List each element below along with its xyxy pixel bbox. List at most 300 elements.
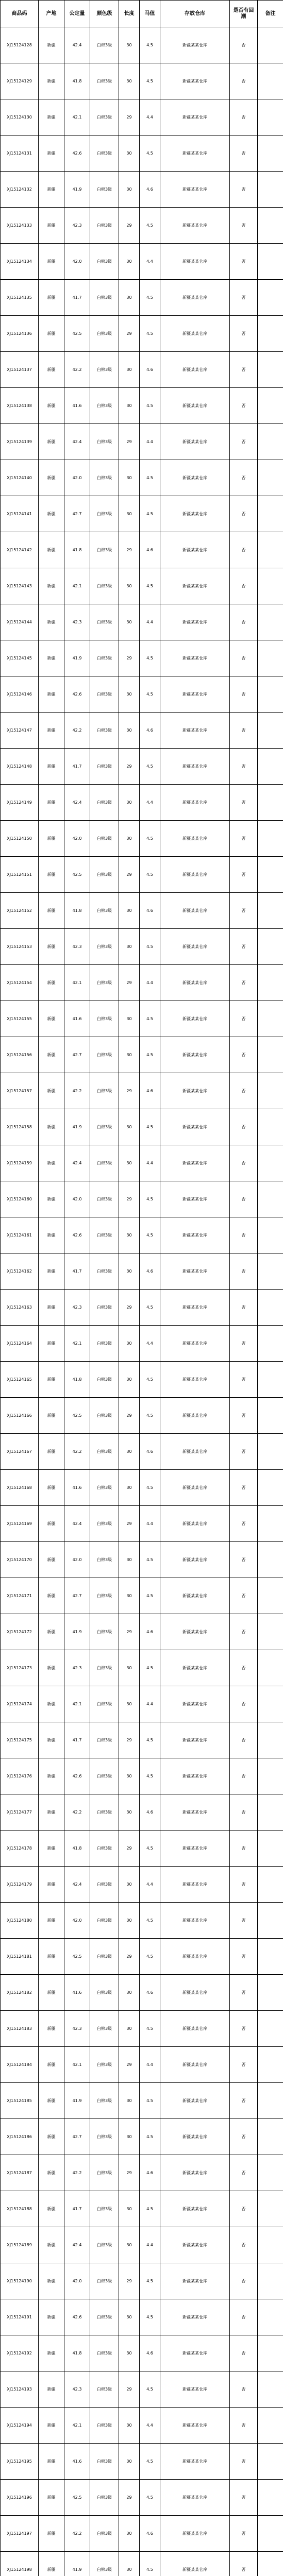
micronaire-cell: 4.4	[140, 2227, 160, 2263]
origin-cell: 新疆	[39, 2047, 64, 2083]
warehouse-cell: 新疆某某仓库	[160, 1037, 230, 1073]
product-code-cell: XJ15124156	[1, 1037, 39, 1073]
length-cell: 29	[119, 2480, 140, 2516]
moisture-cell: 否	[230, 1831, 258, 1867]
table-row	[1, 785, 283, 821]
length-cell: 30	[119, 280, 140, 316]
color-grade-cell: 白棉3级	[90, 1398, 119, 1434]
color-grade-cell: 白棉3级	[90, 2227, 119, 2263]
product-code-cell: XJ15124152	[1, 893, 39, 929]
warehouse-cell: 新疆某某仓库	[160, 208, 230, 244]
warehouse-cell: 新疆某某仓库	[160, 532, 230, 568]
table-row	[1, 280, 283, 316]
remark-cell	[258, 388, 283, 424]
micronaire-cell: 4.4	[140, 604, 160, 640]
moisture-cell: 否	[230, 316, 258, 352]
table-row	[1, 388, 283, 424]
moisture-cell: 否	[230, 1470, 258, 1506]
color-grade-cell: 白棉3级	[90, 1903, 119, 1939]
origin-cell: 新疆	[39, 1434, 64, 1470]
product-code-cell: XJ15124181	[1, 1939, 39, 1975]
origin-cell: 新疆	[39, 1506, 64, 1542]
warehouse-cell: 新疆某某仓库	[160, 2371, 230, 2408]
weight-cell: 42.0	[64, 460, 90, 496]
length-cell: 30	[119, 568, 140, 604]
product-code-cell: XJ15124174	[1, 1686, 39, 1722]
micronaire-cell: 4.6	[140, 1253, 160, 1290]
table-row	[1, 713, 283, 749]
origin-cell: 新疆	[39, 2191, 64, 2227]
moisture-cell: 否	[230, 1903, 258, 1939]
origin-cell: 新疆	[39, 1578, 64, 1614]
product-code-cell: XJ15124173	[1, 1650, 39, 1686]
micronaire-cell: 4.5	[140, 2480, 160, 2516]
remark-cell	[258, 1506, 283, 1542]
length-cell: 30	[119, 135, 140, 172]
warehouse-cell: 新疆某某仓库	[160, 2047, 230, 2083]
remark-cell	[258, 135, 283, 172]
color-grade-cell: 白棉3级	[90, 1975, 119, 2011]
weight-cell: 42.5	[64, 1398, 90, 1434]
micronaire-cell: 4.5	[140, 1903, 160, 1939]
warehouse-cell: 新疆某某仓库	[160, 1434, 230, 1470]
remark-cell	[258, 1542, 283, 1578]
micronaire-cell: 4.4	[140, 2047, 160, 2083]
warehouse-cell: 新疆某某仓库	[160, 821, 230, 857]
remark-cell	[258, 1903, 283, 1939]
color-grade-cell: 白棉3级	[90, 1542, 119, 1578]
product-code-cell: XJ15124191	[1, 2299, 39, 2335]
header-cell: 是否有回潮	[230, 1, 258, 27]
product-code-cell: XJ15124144	[1, 604, 39, 640]
product-code-cell: XJ15124188	[1, 2191, 39, 2227]
weight-cell: 41.7	[64, 2191, 90, 2227]
table-row	[1, 1903, 283, 1939]
weight-cell: 41.8	[64, 1831, 90, 1867]
moisture-cell: 否	[230, 1794, 258, 1831]
header-cell: 公定量	[64, 1, 90, 27]
remark-cell	[258, 857, 283, 893]
table-row	[1, 640, 283, 676]
product-code-cell: XJ15124168	[1, 1470, 39, 1506]
header-cell: 长度	[119, 1, 140, 27]
color-grade-cell: 白棉3级	[90, 1939, 119, 1975]
origin-cell: 新疆	[39, 460, 64, 496]
warehouse-cell: 新疆某某仓库	[160, 1001, 230, 1037]
warehouse-cell: 新疆某某仓库	[160, 2155, 230, 2191]
remark-cell	[258, 2155, 283, 2191]
remark-cell	[258, 1939, 283, 1975]
length-cell: 30	[119, 496, 140, 532]
length-cell: 30	[119, 2227, 140, 2263]
length-cell: 30	[119, 2408, 140, 2444]
moisture-cell: 否	[230, 2263, 258, 2299]
length-cell: 29	[119, 99, 140, 135]
color-grade-cell: 白棉3级	[90, 2444, 119, 2480]
remark-cell	[258, 460, 283, 496]
color-grade-cell: 白棉3级	[90, 1290, 119, 1326]
warehouse-cell: 新疆某某仓库	[160, 2191, 230, 2227]
weight-cell: 41.8	[64, 532, 90, 568]
origin-cell: 新疆	[39, 2335, 64, 2371]
warehouse-cell: 新疆某某仓库	[160, 1290, 230, 1326]
length-cell: 30	[119, 1217, 140, 1253]
length-cell: 29	[119, 1181, 140, 1217]
moisture-cell: 否	[230, 1109, 258, 1145]
weight-cell: 42.7	[64, 2119, 90, 2155]
color-grade-cell: 白棉3级	[90, 1434, 119, 1470]
length-cell: 30	[119, 1326, 140, 1362]
moisture-cell: 否	[230, 1758, 258, 1794]
weight-cell: 41.6	[64, 388, 90, 424]
remark-cell	[258, 676, 283, 713]
remark-cell	[258, 208, 283, 244]
warehouse-cell: 新疆某某仓库	[160, 2444, 230, 2480]
warehouse-cell: 新疆某某仓库	[160, 2552, 230, 2576]
product-code-cell: XJ15124149	[1, 785, 39, 821]
length-cell: 29	[119, 640, 140, 676]
origin-cell: 新疆	[39, 2299, 64, 2335]
table-row	[1, 676, 283, 713]
length-cell: 30	[119, 604, 140, 640]
color-grade-cell: 白棉3级	[90, 604, 119, 640]
remark-cell	[258, 2299, 283, 2335]
remark-cell	[258, 424, 283, 460]
remark-cell	[258, 1145, 283, 1181]
warehouse-cell: 新疆某某仓库	[160, 280, 230, 316]
origin-cell: 新疆	[39, 532, 64, 568]
warehouse-cell: 新疆某某仓库	[160, 1253, 230, 1290]
table-row	[1, 2047, 283, 2083]
length-cell: 30	[119, 172, 140, 208]
moisture-cell: 否	[230, 1145, 258, 1181]
micronaire-cell: 4.5	[140, 1542, 160, 1578]
weight-cell: 42.1	[64, 568, 90, 604]
origin-cell: 新疆	[39, 2516, 64, 2552]
weight-cell: 42.4	[64, 785, 90, 821]
remark-cell	[258, 893, 283, 929]
table-row	[1, 352, 283, 388]
product-code-cell: XJ15124141	[1, 496, 39, 532]
table-row	[1, 2299, 283, 2335]
table-row	[1, 2227, 283, 2263]
product-code-cell: XJ15124148	[1, 749, 39, 785]
table-row	[1, 1975, 283, 2011]
length-cell: 30	[119, 1470, 140, 1506]
table-row	[1, 1109, 283, 1145]
origin-cell: 新疆	[39, 2011, 64, 2047]
length-cell: 30	[119, 2191, 140, 2227]
length-cell: 29	[119, 2371, 140, 2408]
remark-cell	[258, 352, 283, 388]
warehouse-cell: 新疆某某仓库	[160, 568, 230, 604]
color-grade-cell: 白棉3级	[90, 749, 119, 785]
remark-cell	[258, 2047, 283, 2083]
table-row	[1, 821, 283, 857]
micronaire-cell: 4.6	[140, 713, 160, 749]
remark-cell	[258, 929, 283, 965]
table-row	[1, 1470, 283, 1506]
moisture-cell: 否	[230, 1542, 258, 1578]
table-row	[1, 1939, 283, 1975]
origin-cell: 新疆	[39, 1181, 64, 1217]
micronaire-cell: 4.5	[140, 1758, 160, 1794]
table-row	[1, 532, 283, 568]
remark-cell	[258, 1217, 283, 1253]
product-code-cell: XJ15124158	[1, 1109, 39, 1145]
micronaire-cell: 4.5	[140, 316, 160, 352]
table-header	[1, 1, 283, 27]
remark-cell	[258, 1001, 283, 1037]
moisture-cell: 否	[230, 2371, 258, 2408]
moisture-cell: 否	[230, 785, 258, 821]
color-grade-cell: 白棉3级	[90, 1326, 119, 1362]
remark-cell	[258, 1686, 283, 1722]
remark-cell	[258, 2011, 283, 2047]
warehouse-cell: 新疆某某仓库	[160, 2119, 230, 2155]
color-grade-cell: 白棉3级	[90, 2552, 119, 2576]
length-cell: 30	[119, 2011, 140, 2047]
micronaire-cell: 4.4	[140, 1145, 160, 1181]
moisture-cell: 否	[230, 2516, 258, 2552]
moisture-cell: 否	[230, 1650, 258, 1686]
origin-cell: 新疆	[39, 2371, 64, 2408]
remark-cell	[258, 2444, 283, 2480]
moisture-cell: 否	[230, 1434, 258, 1470]
moisture-cell: 否	[230, 1867, 258, 1903]
origin-cell: 新疆	[39, 1109, 64, 1145]
micronaire-cell: 4.5	[140, 208, 160, 244]
micronaire-cell: 4.5	[140, 640, 160, 676]
product-code-cell: XJ15124153	[1, 929, 39, 965]
micronaire-cell: 4.5	[140, 496, 160, 532]
micronaire-cell: 4.5	[140, 929, 160, 965]
length-cell: 30	[119, 1434, 140, 1470]
length-cell: 30	[119, 352, 140, 388]
origin-cell: 新疆	[39, 244, 64, 280]
color-grade-cell: 白棉3级	[90, 1867, 119, 1903]
color-grade-cell: 白棉3级	[90, 460, 119, 496]
remark-cell	[258, 63, 283, 99]
weight-cell: 42.2	[64, 713, 90, 749]
origin-cell: 新疆	[39, 2155, 64, 2191]
warehouse-cell: 新疆某某仓库	[160, 1181, 230, 1217]
color-grade-cell: 白棉3级	[90, 2011, 119, 2047]
length-cell: 29	[119, 2155, 140, 2191]
weight-cell: 42.1	[64, 99, 90, 135]
origin-cell: 新疆	[39, 388, 64, 424]
weight-cell: 42.2	[64, 1794, 90, 1831]
remark-cell	[258, 1037, 283, 1073]
color-grade-cell: 白棉3级	[90, 99, 119, 135]
micronaire-cell: 4.5	[140, 1001, 160, 1037]
table-row	[1, 496, 283, 532]
color-grade-cell: 白棉3级	[90, 965, 119, 1001]
length-cell: 30	[119, 1686, 140, 1722]
product-code-cell: XJ15124177	[1, 1794, 39, 1831]
weight-cell: 41.9	[64, 1109, 90, 1145]
remark-cell	[258, 532, 283, 568]
moisture-cell: 否	[230, 27, 258, 63]
product-code-cell: XJ15124170	[1, 1542, 39, 1578]
weight-cell: 42.3	[64, 1290, 90, 1326]
remark-cell	[258, 1362, 283, 1398]
moisture-cell: 否	[230, 749, 258, 785]
moisture-cell: 否	[230, 857, 258, 893]
warehouse-cell: 新疆某某仓库	[160, 244, 230, 280]
origin-cell: 新疆	[39, 965, 64, 1001]
color-grade-cell: 白棉3级	[90, 244, 119, 280]
warehouse-cell: 新疆某某仓库	[160, 1903, 230, 1939]
table-row	[1, 2408, 283, 2444]
table-row	[1, 2552, 283, 2576]
product-code-cell: XJ15124159	[1, 1145, 39, 1181]
moisture-cell: 否	[230, 2335, 258, 2371]
remark-cell	[258, 172, 283, 208]
table-row	[1, 424, 283, 460]
origin-cell: 新疆	[39, 99, 64, 135]
micronaire-cell: 4.5	[140, 821, 160, 857]
color-grade-cell: 白棉3级	[90, 1614, 119, 1650]
color-grade-cell: 白棉3级	[90, 1506, 119, 1542]
remark-cell	[258, 713, 283, 749]
color-grade-cell: 白棉3级	[90, 1217, 119, 1253]
weight-cell: 42.1	[64, 2047, 90, 2083]
color-grade-cell: 白棉3级	[90, 2191, 119, 2227]
warehouse-cell: 新疆某某仓库	[160, 1722, 230, 1758]
warehouse-cell: 新疆某某仓库	[160, 676, 230, 713]
origin-cell: 新疆	[39, 316, 64, 352]
product-code-cell: XJ15124132	[1, 172, 39, 208]
remark-cell	[258, 99, 283, 135]
moisture-cell: 否	[230, 1001, 258, 1037]
remark-cell	[258, 604, 283, 640]
weight-cell: 42.3	[64, 2011, 90, 2047]
origin-cell: 新疆	[39, 821, 64, 857]
color-grade-cell: 白棉3级	[90, 424, 119, 460]
product-code-cell: XJ15124172	[1, 1614, 39, 1650]
length-cell: 30	[119, 1037, 140, 1073]
micronaire-cell: 4.4	[140, 1686, 160, 1722]
moisture-cell: 否	[230, 208, 258, 244]
weight-cell: 42.4	[64, 1867, 90, 1903]
weight-cell: 42.2	[64, 2516, 90, 2552]
remark-cell	[258, 1181, 283, 1217]
table-row	[1, 1650, 283, 1686]
micronaire-cell: 4.6	[140, 2516, 160, 2552]
warehouse-cell: 新疆某某仓库	[160, 1506, 230, 1542]
origin-cell: 新疆	[39, 1758, 64, 1794]
weight-cell: 41.7	[64, 1253, 90, 1290]
product-code-cell: XJ15124185	[1, 2083, 39, 2119]
table-row	[1, 1831, 283, 1867]
remark-cell	[258, 640, 283, 676]
color-grade-cell: 白棉3级	[90, 821, 119, 857]
length-cell: 30	[119, 388, 140, 424]
header-cell: 颜色级	[90, 1, 119, 27]
moisture-cell: 否	[230, 424, 258, 460]
micronaire-cell: 4.4	[140, 244, 160, 280]
micronaire-cell: 4.5	[140, 2191, 160, 2227]
product-code-cell: XJ15124143	[1, 568, 39, 604]
micronaire-cell: 4.5	[140, 388, 160, 424]
micronaire-cell: 4.6	[140, 1975, 160, 2011]
micronaire-cell: 4.5	[140, 2011, 160, 2047]
weight-cell: 42.7	[64, 1578, 90, 1614]
micronaire-cell: 4.4	[140, 1326, 160, 1362]
weight-cell: 41.9	[64, 172, 90, 208]
product-code-cell: XJ15124165	[1, 1362, 39, 1398]
color-grade-cell: 白棉3级	[90, 1722, 119, 1758]
remark-cell	[258, 1398, 283, 1434]
color-grade-cell: 白棉3级	[90, 27, 119, 63]
product-code-cell: XJ15124195	[1, 2444, 39, 2480]
table-row	[1, 1867, 283, 1903]
product-code-cell: XJ15124157	[1, 1073, 39, 1109]
warehouse-cell: 新疆某某仓库	[160, 929, 230, 965]
remark-cell	[258, 2335, 283, 2371]
origin-cell: 新疆	[39, 1145, 64, 1181]
warehouse-cell: 新疆某某仓库	[160, 1758, 230, 1794]
warehouse-cell: 新疆某某仓库	[160, 1867, 230, 1903]
color-grade-cell: 白棉3级	[90, 1578, 119, 1614]
product-code-cell: XJ15124154	[1, 965, 39, 1001]
color-grade-cell: 白棉3级	[90, 568, 119, 604]
micronaire-cell: 4.6	[140, 1073, 160, 1109]
remark-cell	[258, 2552, 283, 2576]
length-cell: 29	[119, 208, 140, 244]
product-code-cell: XJ15124180	[1, 1903, 39, 1939]
origin-cell: 新疆	[39, 424, 64, 460]
weight-cell: 42.4	[64, 2227, 90, 2263]
product-code-cell: XJ15124187	[1, 2155, 39, 2191]
moisture-cell: 否	[230, 568, 258, 604]
micronaire-cell: 4.5	[140, 460, 160, 496]
origin-cell: 新疆	[39, 1073, 64, 1109]
weight-cell: 41.6	[64, 1470, 90, 1506]
color-grade-cell: 白棉3级	[90, 2371, 119, 2408]
table-row	[1, 208, 283, 244]
color-grade-cell: 白棉3级	[90, 713, 119, 749]
origin-cell: 新疆	[39, 713, 64, 749]
remark-cell	[258, 1434, 283, 1470]
length-cell: 29	[119, 1398, 140, 1434]
remark-cell	[258, 1794, 283, 1831]
product-code-cell: XJ15124161	[1, 1217, 39, 1253]
moisture-cell: 否	[230, 1073, 258, 1109]
header-cell: 存放仓库	[160, 1, 230, 27]
length-cell: 30	[119, 676, 140, 713]
color-grade-cell: 白棉3级	[90, 63, 119, 99]
weight-cell: 41.6	[64, 2444, 90, 2480]
micronaire-cell: 4.5	[140, 1290, 160, 1326]
length-cell: 29	[119, 1614, 140, 1650]
origin-cell: 新疆	[39, 2552, 64, 2576]
weight-cell: 42.1	[64, 1686, 90, 1722]
origin-cell: 新疆	[39, 676, 64, 713]
color-grade-cell: 白棉3级	[90, 1037, 119, 1073]
remark-cell	[258, 27, 283, 63]
length-cell: 30	[119, 1145, 140, 1181]
table-row	[1, 2335, 283, 2371]
table-row	[1, 893, 283, 929]
micronaire-cell: 4.4	[140, 424, 160, 460]
warehouse-cell: 新疆某某仓库	[160, 1073, 230, 1109]
remark-cell	[258, 244, 283, 280]
color-grade-cell: 白棉3级	[90, 2335, 119, 2371]
weight-cell: 42.5	[64, 316, 90, 352]
product-code-cell: XJ15124129	[1, 63, 39, 99]
